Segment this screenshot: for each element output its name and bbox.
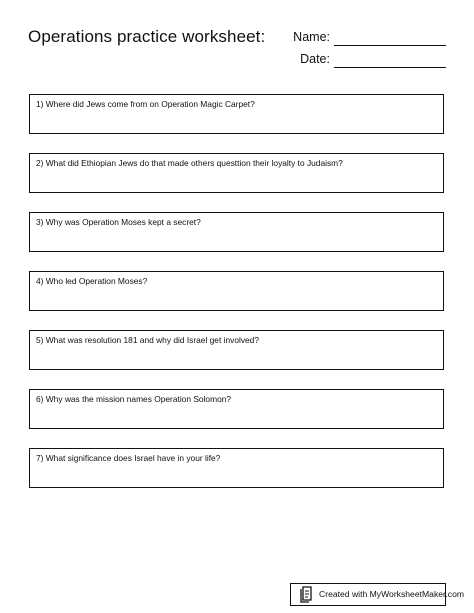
name-line [334, 45, 446, 46]
question-box-2 [29, 153, 444, 193]
date-field [294, 52, 446, 72]
question-text-1: 1) Where did Jews come from on Operation Magic Carpet? [36, 99, 255, 109]
question-text-4: 4) Who led Operation Moses? [36, 276, 148, 286]
worksheet-title: Operations practice worksheet: [28, 27, 266, 46]
footer-credit: Created with MyWorksheetMaker.com [319, 589, 465, 599]
question-box-4 [29, 271, 444, 311]
question-box-6 [29, 389, 444, 429]
question-text-2: 2) What did Ethiopian Jews do that made others questtion their loyalty to Judaism? [36, 158, 343, 168]
question-text-3: 3) Why was Operation Moses kept a secret? [36, 217, 201, 227]
question-text-6: 6) Why was the mission names Operation Solomon? [36, 394, 232, 404]
question-box-3 [29, 212, 444, 252]
date-label: Date: [300, 52, 330, 66]
question-text-7: 7) What significance does Israel have in your life? [36, 453, 221, 463]
question-box-7 [29, 448, 444, 488]
name-label: Name: [293, 30, 330, 44]
question-text-5: 5) What was resolution 181 and why did Israel get involved? [36, 335, 259, 345]
question-box-5 [29, 330, 444, 370]
worksheet-maker-logo-icon [299, 586, 315, 604]
footer-badge [290, 583, 465, 606]
name-field [294, 30, 446, 50]
question-box-1 [29, 94, 444, 134]
date-line [334, 67, 446, 68]
